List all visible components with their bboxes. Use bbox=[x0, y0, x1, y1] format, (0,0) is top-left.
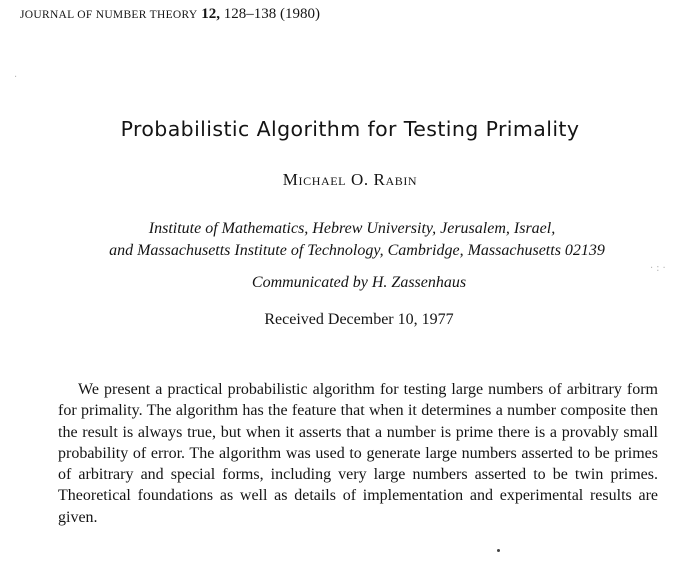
scan-speck bbox=[497, 549, 500, 552]
author-name: Michael O. Rabin bbox=[282, 170, 418, 189]
scan-margin-marks: ·:· bbox=[650, 263, 669, 274]
paper-title: Probabilistic Algorithm for Testing Primality bbox=[120, 117, 580, 141]
affiliation-line-1: Institute of Mathematics, Hebrew University, Jerusalem, Israel, bbox=[148, 220, 556, 237]
communicated-by: Communicated by H. Zassenhaus bbox=[251, 274, 467, 291]
journal-name: JOURNAL OF NUMBER THEORY bbox=[20, 9, 198, 21]
journal-header bbox=[20, 6, 320, 23]
journal-pages-year: 128–138 (1980) bbox=[223, 6, 320, 22]
scan-margin-marks-left: · bbox=[14, 72, 21, 83]
abstract: We present a practical probabilistic algorithm for testing large numbers of arbitrary form for primality. The algorithm has the feature that when it determines a number composite then the result is always true, but when it asserts that a number is prime there is a provably small probability of error. The algorithm was used to generate large numbers asserted to be primes of arbitrary and special forms, including very large numbers asserted to be twin primes. Theoretical foundations as well as details of implementation and experimental results are given. bbox=[58, 381, 658, 526]
affiliation-line-2: and Massachusetts Institute of Technology, Cambridge, Massachusetts 02139 bbox=[109, 242, 605, 259]
journal-volume: 12, bbox=[201, 6, 220, 22]
received-date: Received December 10, 1977 bbox=[264, 311, 454, 328]
